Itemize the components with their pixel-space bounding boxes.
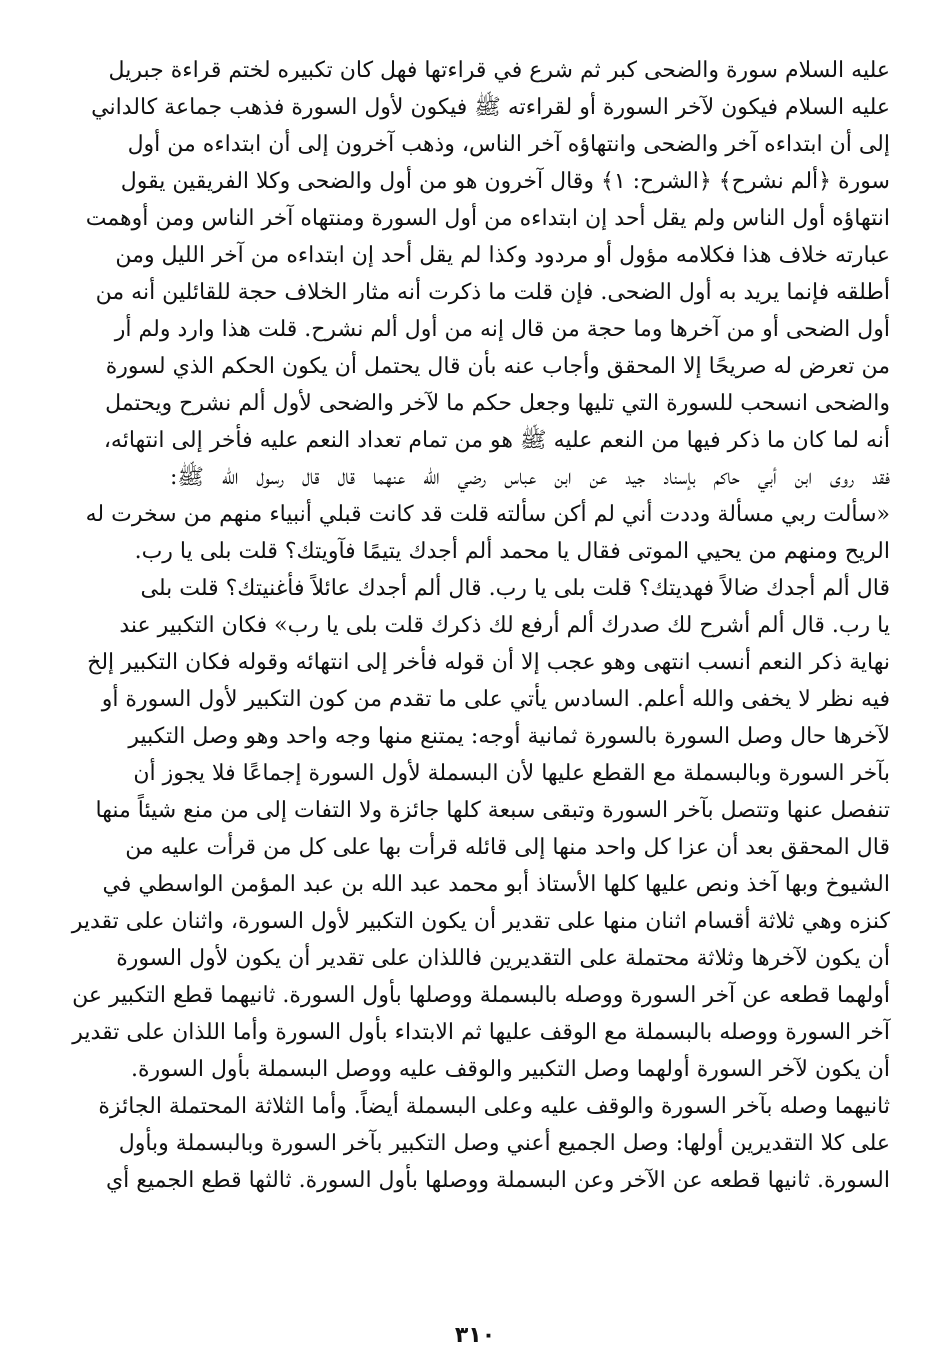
text-line: أنه لما كان ما ذكر فيها من النعم عليه ﷺ هو من تمام تعداد النعم عليه فأخر إلى انتهائه، (103, 428, 890, 453)
page-number: ٣١٠ (454, 1323, 496, 1348)
text-line: يا رب. قال ألم أشرح لك صدرك ألم أرفع لك ذكرك قلت بلى يا رب» فكان التكبير عند (119, 613, 890, 638)
text-line: قال ألم أجدك ضالاً فهديتك؟ قلت بلى يا رب. قال ألم أجدك عائلاً فأغنيتك؟ قلت بلى (140, 576, 890, 601)
text-line: «سألت ربي مسألة وددت أني لم أكن سألته قلت قد كانت قبلي أنبياء منهم من سخرت له (85, 502, 890, 527)
text-line: انتهاؤه أول الناس ولم يقل أحد إن ابتداءه من أول السورة ومنتهاه آخر الناس ومن أوهمت (85, 206, 890, 231)
text-line: قال المحقق بعد أن عزا كل واحد منها إلى قائله قرأت بها على كل من قرأت عليه من (125, 835, 890, 860)
text-line: من تعرض له صريحًا إلا المحقق وأجاب عنه بأن قال يحتمل أن يكون الحكم الذي لسورة (105, 354, 890, 379)
text-line: بآخر السورة وبالبسملة مع القطع عليها لأن البسملة لأول السورة إجماعًا فلا يجوز أن (133, 761, 890, 786)
text-line: كنزه وهي ثلاثة أقسام اثنان منها على تقدير أن يكون التكبير لأول السورة، واثنان على تقدير (71, 909, 890, 934)
text-line: آخر السورة ووصله بالبسملة مع الوقف عليها ثم الابتداء بأول السورة وأما اللذان على تقدير (72, 1020, 890, 1045)
text-line: أن يكون لآخر السورة أولهما وصل التكبير والوقف عليه ووصل البسملة بأول السورة. (131, 1057, 890, 1082)
text-line: نهاية ذكر النعم أنسب انتهى وهو عجب إلا أن قوله فأخر إلى انتهائه وقوله فكان التكبير إلخ (87, 650, 890, 675)
text-line: السورة. ثانيها قطعه عن الآخر وعن البسملة ووصلها بأول السورة. ثالثها قطع الجميع أي (105, 1168, 890, 1193)
text-line: على كلا التقديرين أولها: وصل الجميع أعني وصل التكبير بآخر السورة وبالبسملة وبأول (118, 1131, 890, 1156)
text-line: أولهما قطعه عن آخر السورة ووصله بالبسملة ووصلها بأول السورة. ثانيهما قطع التكبير عن (72, 983, 890, 1008)
text-line: سورة ﴿ألم نشرح﴾ ﴿الشرح: ١﴾ وقال آخرون هو من أول والضحى وكلا الفريقين يقول (120, 169, 890, 194)
text-line: الريح ومنهم من يحيي الموتى فقال يا محمد ألم أجدك يتيمًا فآويتك؟ قلت بلى يا رب. (134, 539, 890, 564)
text-line: أول الضحى أو من آخرها وما حجة من قال إنه من أول ألم نشرح. قلت هذا وارد ولم أر (114, 317, 890, 342)
text-line: فقد روى ابن أبي حاكم بإسناد جيد عن ابن عباس رضي الله عنهما قال قال رسول الله ﷺ: (170, 465, 890, 490)
text-line: عبارته خلاف هذا فكلامه مؤول أو مردود وكذا لم يقل أحد إن ابتداءه من آخر الليل ومن (115, 243, 890, 268)
text-line: والضحى انسحب للسورة التي تليها وجعل حكم ما لآخر والضحى لأول ألم نشرح ويحتمل (105, 391, 890, 416)
text-line: أن يكون لآخرها وثلاثة محتملة على التقديرين فاللذان على تقدير أن يكون لأول السورة (116, 946, 890, 971)
text-line: الشيوخ وبها آخذ ونص عليها كلها الأستاذ أبو محمد عبد الله بن عبد المؤمن الواسطي في (102, 872, 890, 897)
text-line: إلى أن ابتداءه آخر والضحى وانتهاؤه آخر الناس، وذهب آخرون إلى أن ابتداءه من أول (127, 132, 890, 157)
text-line: ثانيهما وصله بآخر السورة والوقف عليه وعلى البسملة أيضاً. وأما الثلاثة المحتملة الجائزة (98, 1094, 890, 1119)
text-line: لآخرها حال وصل السورة بالسورة ثمانية أوجه: يمتنع منها وجه واحد وهو وصل التكبير (128, 724, 890, 749)
text-line: فيه نظر لا يخفى والله أعلم. السادس يأتي على ما تقدم من كون التكبير لأول السورة أو (101, 687, 890, 712)
text-line: عليه السلام سورة والضحى كبر ثم شرع في قراءتها فهل كان تكبيره لختم قراءة جبريل (108, 58, 890, 83)
text-line: أطلقه فإنما يريد به أول الضحى. فإن قلت ما ذكرت أنه مثار الخلاف حجة للقائلين أنه من (95, 280, 890, 305)
body-text (71, 52, 890, 1292)
text-line: عليه السلام فيكون لآخر السورة أو لقراءته ﷺ فيكون لأول السورة فذهب جماعة كالداني (91, 95, 890, 120)
text-line: تنفصل عنها وتتصل بآخر السورة وتبقى سبعة كلها جائزة ولا التفات إلى من منع شيئاً منها (95, 798, 890, 823)
